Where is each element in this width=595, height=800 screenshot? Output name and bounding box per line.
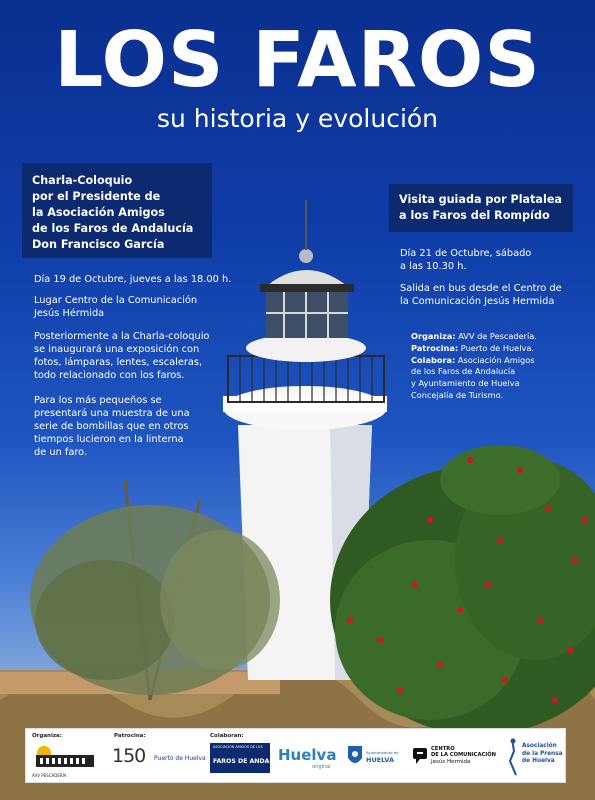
tour-heading-line: Visita guiada por Platalea [399,193,562,206]
faros-small-text: ASOCIACIÓN AMIGOS DE LOS [213,745,263,749]
faros-andalucia-logo [210,743,290,773]
poster-title: LOS FAROS [54,16,541,105]
press-figure-icon [504,737,520,777]
tour-date-line: a las 10.30 h. [400,261,467,272]
centro-line1: CENTRO [431,746,455,752]
exhibit-line: Posteriormente a la Charla-coloquio [34,331,210,342]
talk-heading-line: Don Francisco García [32,238,165,251]
kids-line: presentará una muestra de una [34,408,190,419]
tour-departure-line: Salida en bus desde el Centro de [400,283,562,294]
exhibit-line: se inaugurará una exposición con [34,344,200,355]
kids-line: Para los más pequeños se [34,395,162,406]
ayto-line2: HUELVA [366,756,395,764]
exhibit-line: todo relacionado con los faros. [34,370,185,381]
exhibit-text [34,330,209,382]
lantern-base [246,334,366,362]
credits-block [411,331,537,402]
talk-place-line: Lugar Centro de la Comunicación [34,295,198,306]
faros-text: FAROS DE ANDALUCÍA [213,758,290,765]
patrocina-label: Patrocina: [411,342,459,353]
organiza-value: AVV de Pescadería. [458,331,537,341]
ayuntamiento-huelva-logo [346,741,402,775]
huelva-text: Huelva [278,746,337,764]
logos-colaboran-label: Colaboran: [210,733,244,739]
talk-heading-line: por el Presidente de [32,190,161,203]
puerto-text: Puerto de Huelva [154,755,206,762]
city-shield-icon [346,743,364,769]
avv-pescaderia-logo [32,743,96,778]
tour-date [400,247,531,273]
colabora-line-extra: y Ayuntamiento de Huelva [411,378,520,389]
kids-text [34,394,190,459]
talk-place-line: Jesús Hérmida [34,308,105,319]
colabora-value: Asociación Amigos [457,354,535,365]
ayto-line1: Ayuntamiento de [366,750,399,755]
talk-date-text: Día 19 de Octubre, jueves a las 18.00 h. [34,274,232,285]
sponsor-logo-strip [25,728,566,783]
poster-subtitle: su historia y evolución [156,104,439,133]
lantern-rim [260,284,354,292]
logos-patrocina-label: Patrocina: [114,733,146,739]
organiza-line [411,331,537,343]
prensa-line1: Asociación [522,743,557,749]
patrocina-value: Puerto de Huelva. [460,342,534,353]
huelva-original-logo [278,746,338,776]
avv-text: AVV PESCADERÍA [32,773,67,778]
organiza-label: Organiza: [411,331,456,341]
talk-heading [22,163,212,258]
dome-ball [299,249,313,263]
centro-comunicacion-logo [412,743,498,775]
talk-heading-line: de los Faros de Andalucía [32,222,194,235]
tour-heading [389,184,573,232]
oleander-bush [330,445,595,735]
prensa-line2: de la Prensa [522,750,563,757]
talk-date [34,273,231,286]
puerto-huelva-logo [112,745,206,775]
kids-line: serie de bombillas que en otros [34,421,189,432]
prensa-line3: de Huelva [522,758,555,764]
patrocina-line [411,343,537,355]
tour-departure [400,282,562,308]
logos-organiza-label: Organiza: [32,733,62,739]
speech-bubble-icon [412,747,428,765]
puerto-150-text: 150 [112,745,146,767]
colabora-line-extra: de los Faros de Andalucía [411,366,516,377]
centro-line3: Jesús Hermida [431,759,471,765]
huelva-sub-text: original [312,764,331,770]
kids-line: de un faro. [34,447,88,458]
talk-heading-line: Charla-Coloquio [32,174,133,187]
tour-departure-line: la Comunicación Jesús Hermida [400,296,555,307]
colabora-label: Colabora: [411,354,456,365]
prensa-huelva-logo [504,737,564,779]
talk-heading-line: la Asociación Amigos [32,206,165,219]
talk-place [34,294,197,320]
tour-heading-line: a los Faros del Rompído [399,209,550,222]
tour-date-line: Día 21 de Octubre, sábado [400,248,532,259]
centro-line2: DE LA COMUNICACIÓN [431,752,496,758]
colabora-line [411,355,537,367]
exhibit-line: fotos, lámparas, lentes, escaleras, [34,357,203,368]
kids-line: tiempos lucieron en la linterna [34,434,184,445]
avv-building-icon [32,743,96,769]
colabora-line-extra: Concejalía de Turismo. [411,389,504,400]
collar-band [223,396,387,412]
